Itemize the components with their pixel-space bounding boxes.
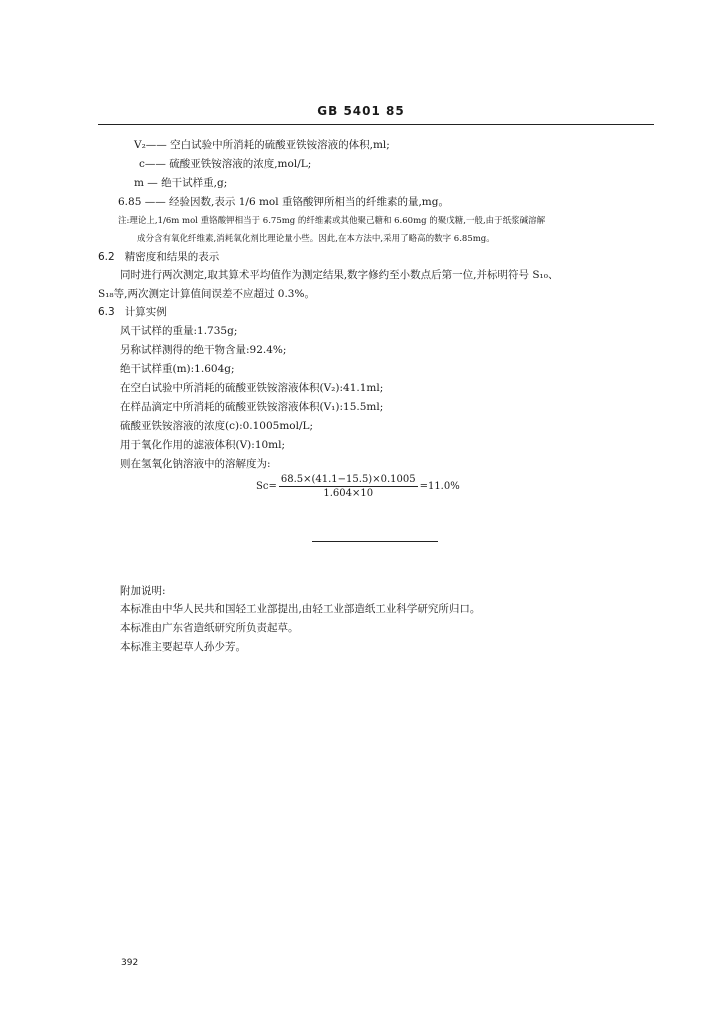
section-title: 计算实例: [124, 306, 167, 318]
section-6-2-heading: [98, 250, 219, 264]
definition-m: m — 绝干试样重,g;: [134, 177, 228, 189]
appendix-line: 本标准由广东省造纸研究所负责起草。: [120, 622, 299, 634]
formula-denominator: 1.604×10: [323, 488, 374, 499]
formula-fraction: [279, 474, 418, 499]
page-number: 392: [121, 958, 139, 968]
example-line: 另称试样测得的绝干物含量:92.4%;: [120, 344, 287, 356]
end-rule: [312, 541, 438, 542]
section-number: 6.3: [98, 306, 115, 318]
example-line: 在空白试验中所消耗的硫酸亚铁铵溶液体积(V₂):41.1ml;: [120, 382, 384, 394]
definition-c: c—— 硫酸亚铁铵溶液的浓度,mol/L;: [139, 158, 312, 170]
section-6-3-heading: [98, 305, 167, 319]
appendix-title: 附加说明:: [120, 585, 166, 597]
section-6-2-line-2: S₁₈等,两次测定计算值间误差不应超过 0.3%。: [98, 288, 315, 300]
example-line: 用于氧化作用的滤液体积(V):10ml;: [120, 439, 286, 451]
example-line: 绝干试样重(m):1.604g;: [120, 363, 235, 375]
section-title: 精密度和结果的表示: [124, 251, 220, 263]
section-6-2-line-1: 同时进行两次测定,取其算术平均值作为测定结果,数字修约至小数点后第一位,并标明符号 S₁₀、: [120, 269, 559, 281]
example-line: 则在氢氧化钠溶液中的溶解度为:: [120, 458, 271, 470]
example-line: 在样品滴定中所消耗的硫酸亚铁铵溶液体积(V₁):15.5ml;: [120, 401, 384, 413]
appendix-line: 本标准主要起草人孙少芳。: [120, 641, 246, 653]
note-line-1: 注:理论上,1/6m mol 重铬酸钾相当于 6.75mg 的纤维素或其他聚己糖和 6.60mg 的聚戊糖,一般,由于纸浆碱溶解: [118, 216, 546, 226]
formula-numerator: 68.5×(41.1−15.5)×0.1005: [280, 474, 416, 485]
note-line-2: 成分含有氧化纤维素,消耗氧化剂比理论量小些。因此,在本方法中,采用了略高的数字 6.85mg。: [137, 234, 495, 244]
page-header: GB 5401 85: [317, 104, 405, 118]
formula-result: =11.0%: [419, 481, 460, 492]
definition-factor: 6.85 —— 经验因数,表示 1/6 mol 重铬酸钾所相当的纤维素的量,mg。: [118, 196, 449, 208]
appendix-line: 本标准由中华人民共和国轻工业部提出,由轻工业部造纸工业科学研究所归口。: [120, 603, 481, 615]
header-rule: [98, 124, 654, 125]
formula-lhs: Sc=: [256, 481, 277, 492]
definition-v2: V₂—— 空白试验中所消耗的硫酸亚铁铵溶液的体积,ml;: [134, 139, 390, 151]
solubility-formula: [256, 474, 460, 499]
example-line: 风干试样的重量:1.735g;: [120, 325, 238, 337]
example-line: 硫酸亚铁铵溶液的浓度(c):0.1005mol/L;: [120, 420, 314, 432]
section-number: 6.2: [98, 251, 115, 263]
